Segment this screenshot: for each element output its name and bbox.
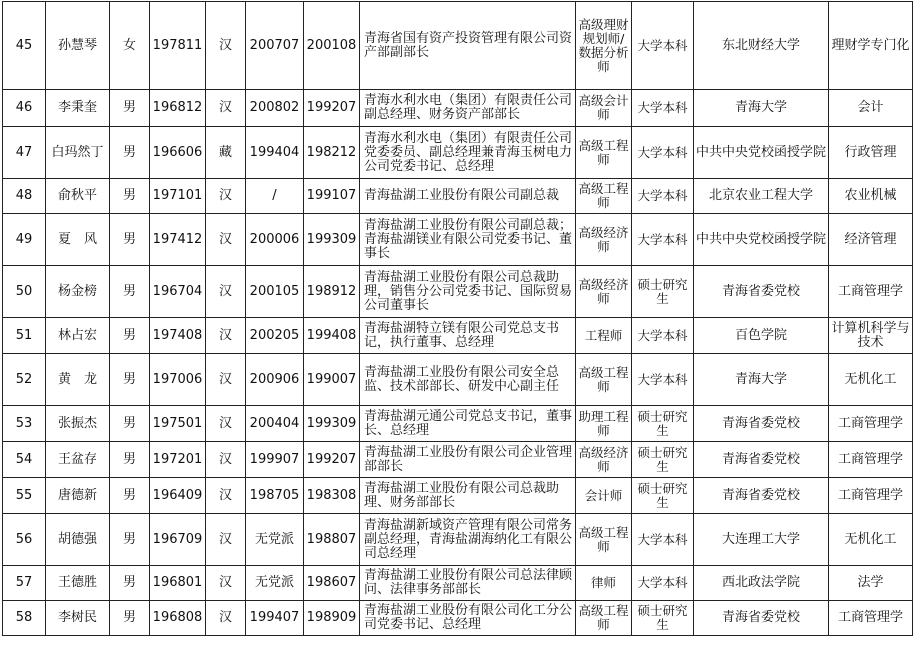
row-number: 58 (3, 601, 46, 636)
party-join-date-cell: 200906 (246, 354, 304, 406)
major-cell: 工商管理学 (829, 406, 913, 442)
name-cell: 李秉奎 (46, 90, 110, 127)
table-row (3, 601, 913, 636)
school-cell: 中共中央党校函授学院 (694, 127, 829, 179)
professional-title-cell: 工程师 (576, 318, 632, 354)
birth-date-cell: 196709 (150, 514, 206, 566)
party-join-date-cell: / (246, 179, 304, 214)
birth-date-cell: 197101 (150, 179, 206, 214)
education-cell: 大学本科 (632, 179, 694, 214)
gender-cell: 男 (110, 601, 150, 636)
gender-cell: 男 (110, 514, 150, 566)
name-cell: 俞秋平 (46, 179, 110, 214)
position-cell: 青海盐湖工业股份有限公司企业管理部部长 (360, 442, 576, 478)
gender-cell: 男 (110, 90, 150, 127)
party-join-date-cell: 200006 (246, 214, 304, 266)
education-cell: 大学本科 (632, 566, 694, 601)
education-cell: 大学本科 (632, 2, 694, 90)
ethnicity-cell: 汉 (206, 478, 246, 514)
major-cell: 农业机械 (829, 179, 913, 214)
work-start-date-cell: 198807 (304, 514, 360, 566)
name-cell: 李树民 (46, 601, 110, 636)
education-cell: 大学本科 (632, 127, 694, 179)
gender-cell: 女 (110, 2, 150, 90)
professional-title-cell: 助理工程师 (576, 406, 632, 442)
table-body (3, 2, 913, 636)
major-cell: 法学 (829, 566, 913, 601)
ethnicity-cell: 汉 (206, 90, 246, 127)
name-cell: 林占宏 (46, 318, 110, 354)
school-cell: 青海省委党校 (694, 442, 829, 478)
table-row (3, 179, 913, 214)
table-row (3, 127, 913, 179)
party-join-date-cell: 198705 (246, 478, 304, 514)
name-cell: 唐德新 (46, 478, 110, 514)
school-cell: 青海省委党校 (694, 266, 829, 318)
party-join-date-cell: 200802 (246, 90, 304, 127)
education-cell: 硕士研究生 (632, 478, 694, 514)
birth-date-cell: 196409 (150, 478, 206, 514)
ethnicity-cell: 藏 (206, 127, 246, 179)
party-join-date-cell: 200707 (246, 2, 304, 90)
row-number: 57 (3, 566, 46, 601)
work-start-date-cell: 199408 (304, 318, 360, 354)
ethnicity-cell: 汉 (206, 514, 246, 566)
party-join-date-cell: 199407 (246, 601, 304, 636)
position-cell: 青海盐湖工业股份有限公司化工分公司党委书记、总经理 (360, 601, 576, 636)
work-start-date-cell: 198212 (304, 127, 360, 179)
birth-date-cell: 196606 (150, 127, 206, 179)
gender-cell: 男 (110, 214, 150, 266)
table-row (3, 2, 913, 90)
position-cell: 青海盐湖工业股份有限公司副总裁 (360, 179, 576, 214)
row-number: 53 (3, 406, 46, 442)
professional-title-cell: 高级经济师 (576, 214, 632, 266)
position-cell: 青海盐湖工业股份有限公司副总裁；青海盐湖镁业有限公司党委书记、董事长 (360, 214, 576, 266)
row-number: 45 (3, 2, 46, 90)
work-start-date-cell: 199207 (304, 90, 360, 127)
professional-title-cell: 高级经济师 (576, 442, 632, 478)
education-cell: 大学本科 (632, 514, 694, 566)
birth-date-cell: 197006 (150, 354, 206, 406)
major-cell: 计算机科学与技术 (829, 318, 913, 354)
education-cell: 大学本科 (632, 90, 694, 127)
ethnicity-cell: 汉 (206, 2, 246, 90)
name-cell: 王盆存 (46, 442, 110, 478)
party-join-date-cell: 无党派 (246, 566, 304, 601)
education-cell: 硕士研究生 (632, 601, 694, 636)
work-start-date-cell: 199107 (304, 179, 360, 214)
work-start-date-cell: 198308 (304, 478, 360, 514)
row-number: 48 (3, 179, 46, 214)
gender-cell: 男 (110, 266, 150, 318)
school-cell: 青海省委党校 (694, 478, 829, 514)
table-row (3, 566, 913, 601)
professional-title-cell: 高级工程师 (576, 354, 632, 406)
row-number: 54 (3, 442, 46, 478)
birth-date-cell: 197412 (150, 214, 206, 266)
ethnicity-cell: 汉 (206, 442, 246, 478)
position-cell: 青海盐湖工业股份有限公司总裁助理，销售分公司党委书记、国际贸易公司董事长 (360, 266, 576, 318)
work-start-date-cell: 199207 (304, 442, 360, 478)
work-start-date-cell: 198912 (304, 266, 360, 318)
gender-cell: 男 (110, 442, 150, 478)
position-cell: 青海盐湖工业股份有限公司安全总监、技术部部长、研发中心副主任 (360, 354, 576, 406)
school-cell: 青海大学 (694, 90, 829, 127)
party-join-date-cell: 无党派 (246, 514, 304, 566)
birth-date-cell: 196704 (150, 266, 206, 318)
name-cell: 白玛然丁 (46, 127, 110, 179)
position-cell: 青海水利水电（集团）有限责任公司副总经理、财务资产部部长 (360, 90, 576, 127)
gender-cell: 男 (110, 354, 150, 406)
table-row (3, 90, 913, 127)
name-cell: 黄 龙 (46, 354, 110, 406)
school-cell: 青海大学 (694, 354, 829, 406)
major-cell: 工商管理学 (829, 266, 913, 318)
row-number: 49 (3, 214, 46, 266)
school-cell: 大连理工大学 (694, 514, 829, 566)
party-join-date-cell: 200105 (246, 266, 304, 318)
professional-title-cell: 高级经济师 (576, 266, 632, 318)
party-join-date-cell: 199404 (246, 127, 304, 179)
birth-date-cell: 196808 (150, 601, 206, 636)
gender-cell: 男 (110, 179, 150, 214)
ethnicity-cell: 汉 (206, 566, 246, 601)
ethnicity-cell: 汉 (206, 601, 246, 636)
work-start-date-cell: 198909 (304, 601, 360, 636)
ethnicity-cell: 汉 (206, 318, 246, 354)
professional-title-cell: 高级工程师 (576, 601, 632, 636)
professional-title-cell: 高级工程师 (576, 514, 632, 566)
table-row (3, 406, 913, 442)
ethnicity-cell: 汉 (206, 214, 246, 266)
table-row (3, 318, 913, 354)
school-cell: 东北财经大学 (694, 2, 829, 90)
education-cell: 硕士研究生 (632, 406, 694, 442)
ethnicity-cell: 汉 (206, 406, 246, 442)
personnel-table (2, 1, 913, 636)
major-cell: 工商管理学 (829, 442, 913, 478)
position-cell: 青海水利水电（集团）有限责任公司党委委员、副总经理兼青海玉树电力公司党委书记、总经理 (360, 127, 576, 179)
position-cell: 青海盐湖新域资产管理有限公司常务副总经理，青海盐湖海纳化工有限公司总经理 (360, 514, 576, 566)
major-cell: 工商管理学 (829, 601, 913, 636)
school-cell: 北京农业工程大学 (694, 179, 829, 214)
birth-date-cell: 197201 (150, 442, 206, 478)
work-start-date-cell: 198607 (304, 566, 360, 601)
professional-title-cell: 高级工程师 (576, 127, 632, 179)
row-number: 56 (3, 514, 46, 566)
work-start-date-cell: 199007 (304, 354, 360, 406)
position-cell: 青海盐湖工业股份有限公司总裁助理、财务部部长 (360, 478, 576, 514)
major-cell: 无机化工 (829, 354, 913, 406)
ethnicity-cell: 汉 (206, 179, 246, 214)
education-cell: 硕士研究生 (632, 266, 694, 318)
school-cell: 中共中央党校函授学院 (694, 214, 829, 266)
position-cell: 青海盐湖工业股份有限公司总法律顾问、法律事务部部长 (360, 566, 576, 601)
professional-title-cell: 高级会计师 (576, 90, 632, 127)
table-row (3, 354, 913, 406)
major-cell: 行政管理 (829, 127, 913, 179)
education-cell: 硕士研究生 (632, 442, 694, 478)
gender-cell: 男 (110, 406, 150, 442)
major-cell: 经济管理 (829, 214, 913, 266)
education-cell: 大学本科 (632, 354, 694, 406)
gender-cell: 男 (110, 478, 150, 514)
name-cell: 杨金榜 (46, 266, 110, 318)
work-start-date-cell: 199309 (304, 406, 360, 442)
work-start-date-cell: 199309 (304, 214, 360, 266)
professional-title-cell: 高级理财规划师/数据分析师 (576, 2, 632, 90)
party-join-date-cell: 200205 (246, 318, 304, 354)
birth-date-cell: 197408 (150, 318, 206, 354)
birth-date-cell: 197811 (150, 2, 206, 90)
position-cell: 青海盐湖特立镁有限公司党总支书记，执行董事、总经理 (360, 318, 576, 354)
name-cell: 王德胜 (46, 566, 110, 601)
row-number: 47 (3, 127, 46, 179)
birth-date-cell: 196801 (150, 566, 206, 601)
table-row (3, 266, 913, 318)
ethnicity-cell: 汉 (206, 266, 246, 318)
row-number: 55 (3, 478, 46, 514)
party-join-date-cell: 200404 (246, 406, 304, 442)
school-cell: 青海省委党校 (694, 406, 829, 442)
gender-cell: 男 (110, 566, 150, 601)
row-number: 50 (3, 266, 46, 318)
major-cell: 会计 (829, 90, 913, 127)
table-row (3, 478, 913, 514)
education-cell: 大学本科 (632, 214, 694, 266)
birth-date-cell: 196812 (150, 90, 206, 127)
table-row (3, 514, 913, 566)
school-cell: 百色学院 (694, 318, 829, 354)
table-row (3, 442, 913, 478)
major-cell: 无机化工 (829, 514, 913, 566)
professional-title-cell: 律师 (576, 566, 632, 601)
birth-date-cell: 197501 (150, 406, 206, 442)
name-cell: 张振杰 (46, 406, 110, 442)
name-cell: 孙慧琴 (46, 2, 110, 90)
major-cell: 工商管理学 (829, 478, 913, 514)
gender-cell: 男 (110, 127, 150, 179)
position-cell: 青海省国有资产投资管理有限公司资产部副部长 (360, 2, 576, 90)
education-cell: 大学本科 (632, 318, 694, 354)
row-number: 51 (3, 318, 46, 354)
professional-title-cell: 高级工程师 (576, 179, 632, 214)
gender-cell: 男 (110, 318, 150, 354)
major-cell: 理财学专门化 (829, 2, 913, 90)
row-number: 46 (3, 90, 46, 127)
row-number: 52 (3, 354, 46, 406)
school-cell: 青海省委党校 (694, 601, 829, 636)
work-start-date-cell: 200108 (304, 2, 360, 90)
professional-title-cell: 会计师 (576, 478, 632, 514)
ethnicity-cell: 汉 (206, 354, 246, 406)
party-join-date-cell: 199907 (246, 442, 304, 478)
table-row (3, 214, 913, 266)
position-cell: 青海盐湖元通公司党总支书记，董事长、总经理 (360, 406, 576, 442)
name-cell: 胡德强 (46, 514, 110, 566)
name-cell: 夏 风 (46, 214, 110, 266)
school-cell: 西北政法学院 (694, 566, 829, 601)
